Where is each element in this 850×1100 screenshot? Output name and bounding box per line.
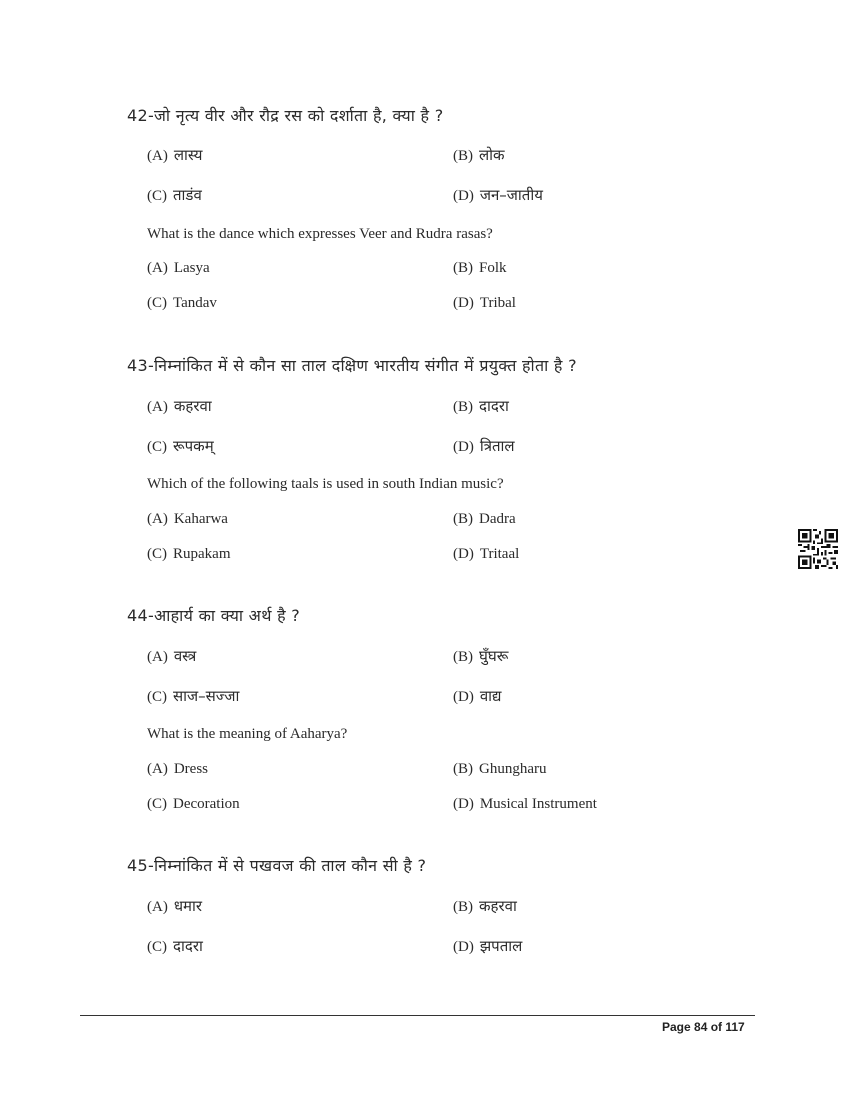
page-number: Page 84 of 117: [662, 1020, 745, 1034]
question-42-english: What is the dance which expresses Veer and Rudra rasas?: [147, 226, 493, 242]
q45-hindi-option-b: (B) कहरवा: [453, 897, 517, 915]
q42-hindi-option-c: (C) ताडंव: [147, 186, 202, 204]
q43-english-option-b: (B) Dadra: [453, 511, 516, 527]
footer-divider: [80, 1015, 755, 1016]
q43-hindi-option-a: (A) कहरवा: [147, 397, 212, 415]
q44-english-option-b: (B) Ghungharu: [453, 761, 547, 777]
q44-hindi-option-c: (C) साज–सज्जा: [147, 687, 240, 705]
q42-hindi-option-a: (A) लास्य: [147, 146, 203, 164]
q42-english-option-c: (C) Tandav: [147, 295, 217, 311]
q42-english-option-d: (D) Tribal: [453, 295, 516, 311]
q43-hindi-option-c: (C) रूपकम्: [147, 437, 214, 455]
q43-hindi-option-d: (D) त्रिताल: [453, 437, 515, 455]
q44-hindi-option-d: (D) वाद्य: [453, 687, 502, 705]
q45-hindi-option-d: (D) झपताल: [453, 937, 523, 955]
q43-hindi-option-b: (B) दादरा: [453, 397, 509, 415]
q45-hindi-option-c: (C) दादरा: [147, 937, 203, 955]
q42-english-option-a: (A) Lasya: [147, 260, 210, 276]
q42-hindi-option-b: (B) लोक: [453, 146, 505, 164]
question-43-hindi: 43-निम्नांकित में से कौन सा ताल दक्षिण भारतीय संगीत में प्रयुक्त होता है ?: [127, 356, 577, 375]
question-45-hindi: 45-निम्नांकित में से पखवज की ताल कौन सी है ?: [127, 856, 427, 875]
question-44-english: What is the meaning of Aaharya?: [147, 726, 348, 742]
question-44-hindi: 44-आहार्य का क्या अर्थ है ?: [127, 606, 301, 625]
question-42-hindi: 42-जो नृत्य वीर और रौद्र रस को दर्शाता है, क्या है ?: [127, 106, 444, 125]
q44-english-option-d: (D) Musical Instrument: [453, 796, 597, 812]
q43-english-option-c: (C) Rupakam: [147, 546, 231, 562]
q44-english-option-a: (A) Dress: [147, 761, 208, 777]
q45-hindi-option-a: (A) धमार: [147, 897, 203, 915]
q42-hindi-option-d: (D) जन–जातीय: [453, 186, 543, 204]
question-43-english: Which of the following taals is used in south Indian music?: [147, 476, 504, 492]
q44-hindi-option-b: (B) घुँघरू: [453, 647, 509, 665]
q43-english-option-d: (D) Tritaal: [453, 546, 520, 562]
q42-english-option-b: (B) Folk: [453, 260, 507, 276]
qr-code-icon: [798, 529, 838, 569]
q43-english-option-a: (A) Kaharwa: [147, 511, 228, 527]
q44-english-option-c: (C) Decoration: [147, 796, 240, 812]
q44-hindi-option-a: (A) वस्त्र: [147, 647, 197, 665]
